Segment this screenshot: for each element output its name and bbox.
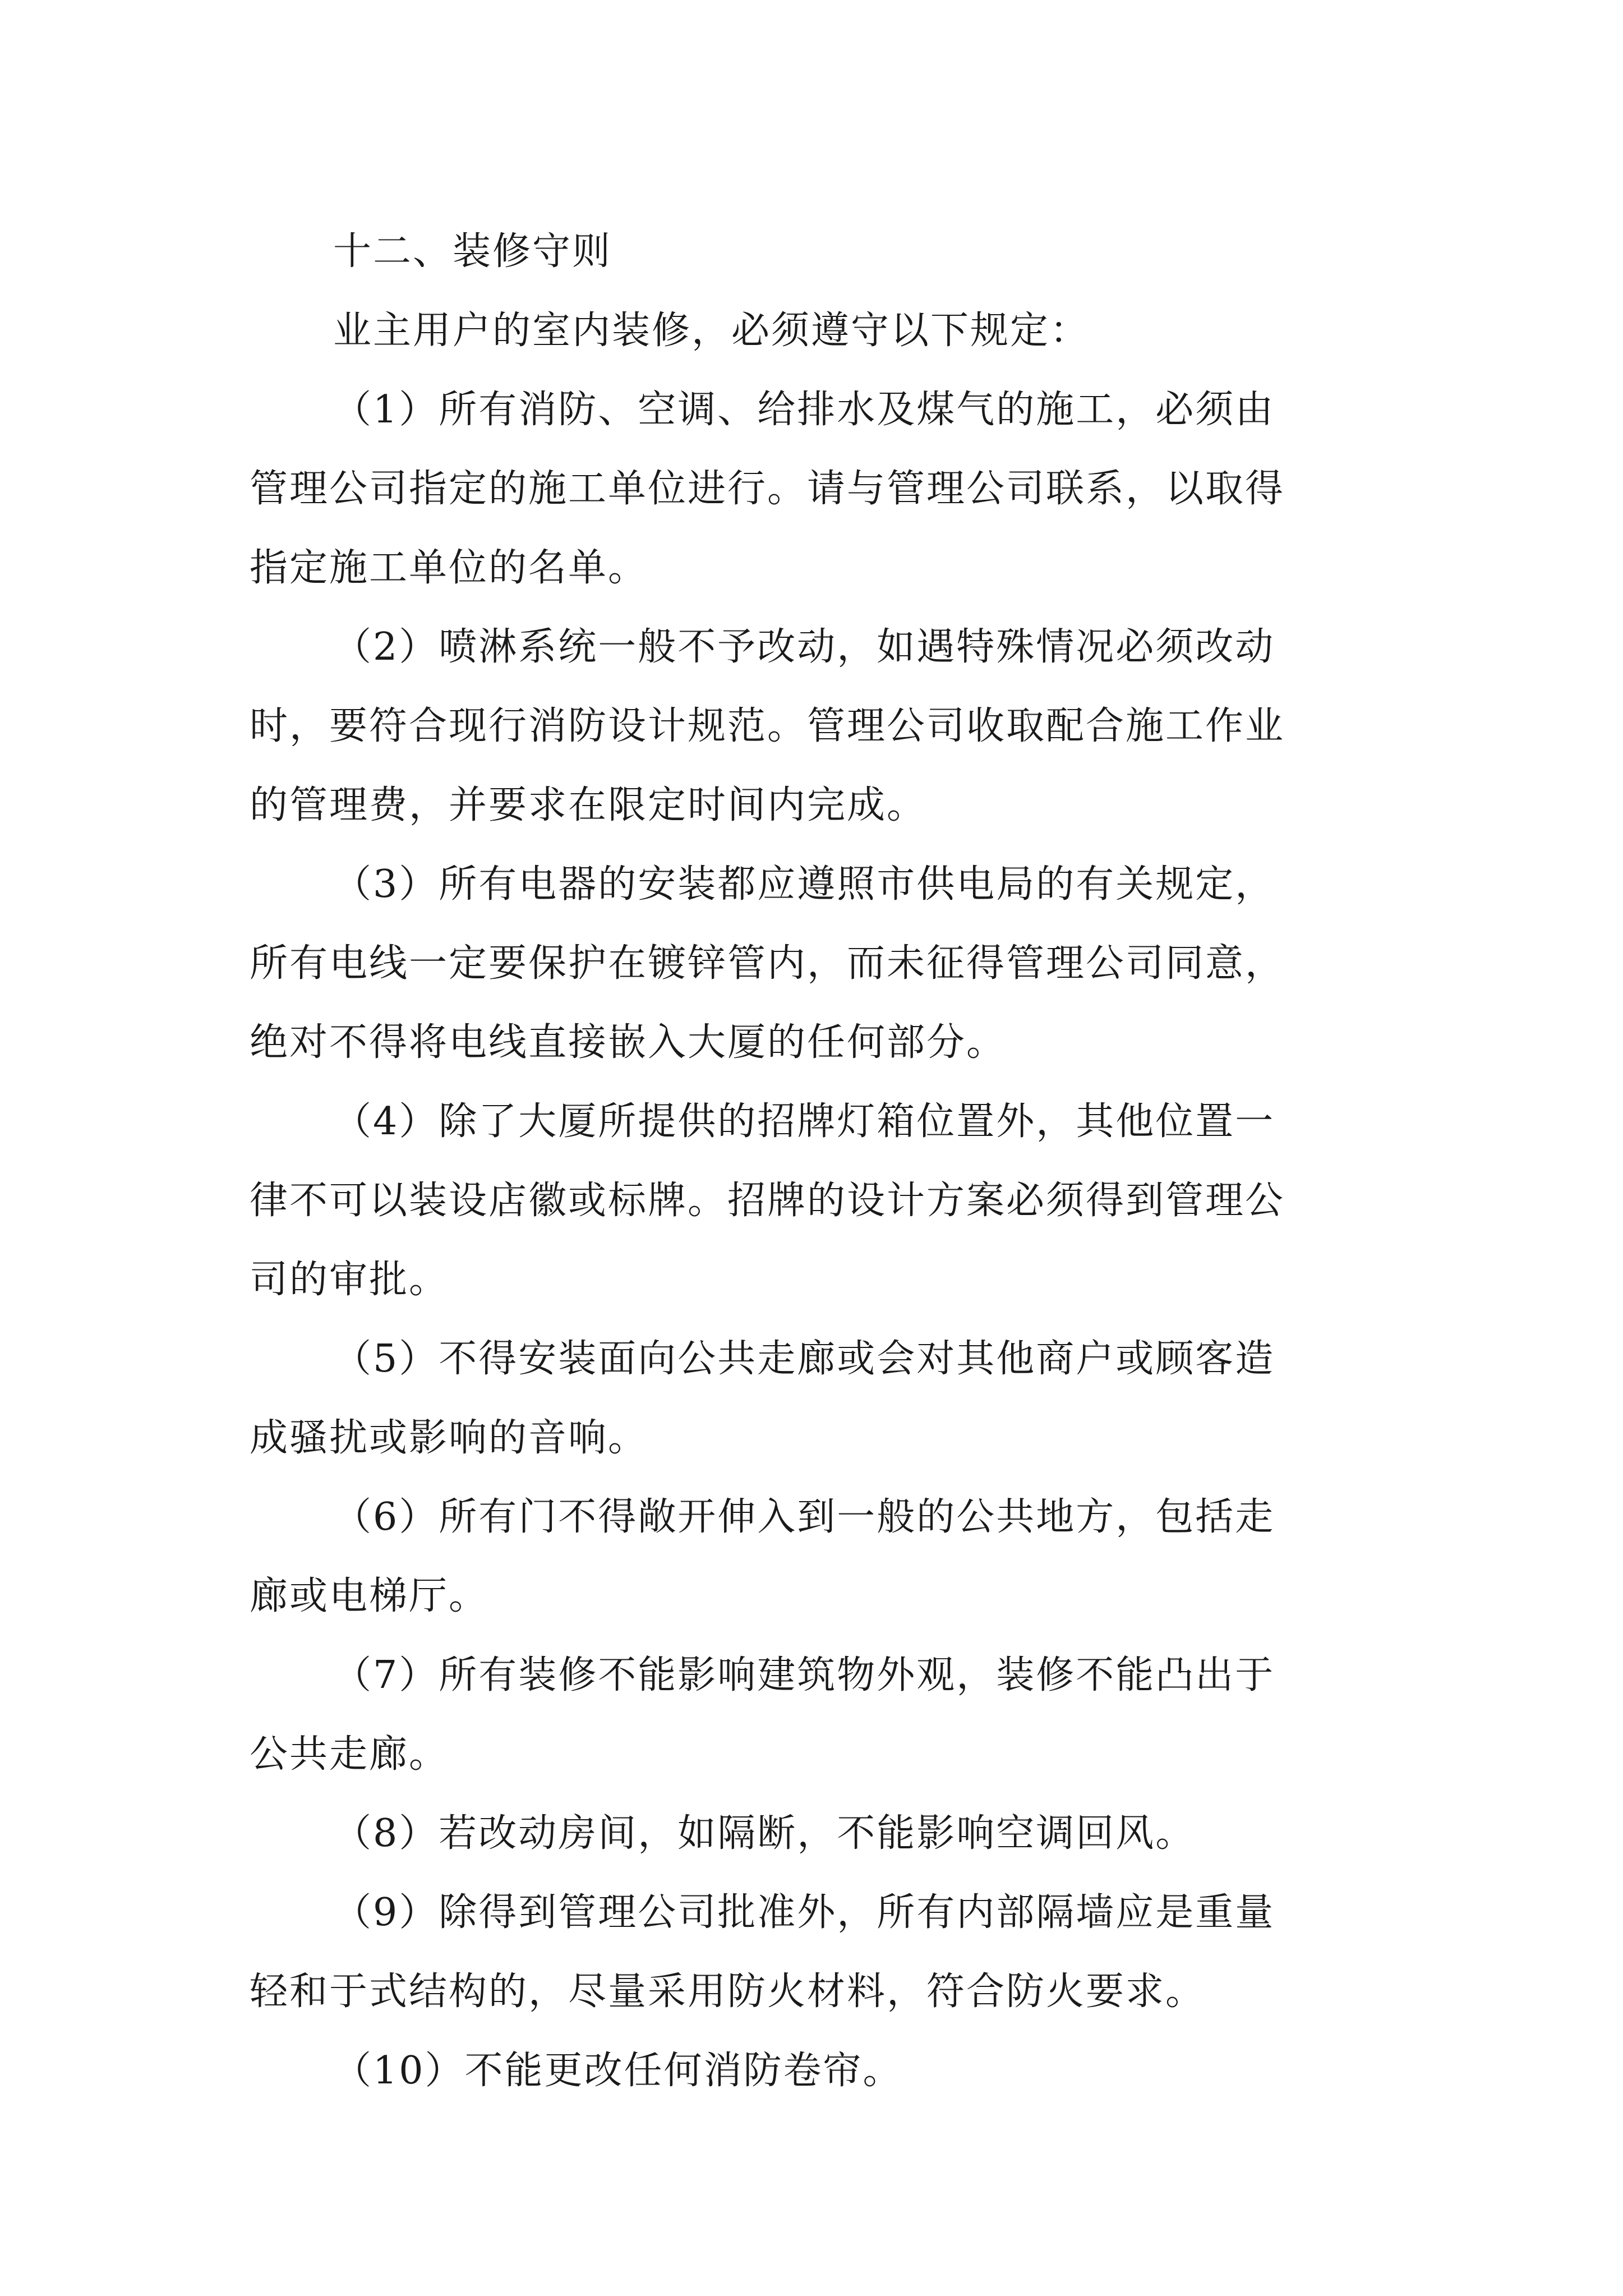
rule-line: 公共走廊。 (250, 1732, 449, 1777)
rule-line: （5）不得安装面向公共走廊或会对其他商户或顾客造 (333, 1337, 1275, 1381)
rule-line: （6）所有门不得敞开伸入到一般的公共地方，包括走 (333, 1495, 1275, 1539)
rule-line: 司的审批。 (250, 1258, 449, 1302)
rule-line: 所有电线一定要保护在镀锌管内，而未征得管理公司同意， (250, 941, 1285, 986)
rule-4 (250, 1082, 1405, 1319)
rule-line: 时，要符合现行消防设计规范。管理公司收取配合施工作业 (250, 704, 1285, 748)
rule-8 (250, 1794, 1405, 1873)
rule-line: （7）所有装修不能影响建筑物外观，装修不能凸出于 (333, 1653, 1275, 1697)
rule-line: （3）所有电器的安装都应遵照市供电局的有关规定， (333, 862, 1275, 907)
rule-line: 律不可以装设店徽或标牌。招牌的设计方案必须得到管理公 (250, 1179, 1285, 1223)
rule-2 (250, 608, 1405, 845)
document-body (250, 212, 1405, 2110)
rule-10 (250, 2031, 1405, 2110)
rule-line: 成骚扰或影响的音响。 (250, 1416, 648, 1460)
rule-line: 绝对不得将电线直接嵌入大厦的任何部分。 (250, 1020, 1007, 1065)
rule-line: 指定施工单位的名单。 (250, 546, 648, 590)
rule-line: （10）不能更改任何消防卷帘。 (333, 2049, 903, 2093)
rule-line: （9）除得到管理公司批准外，所有内部隔墙应是重量 (333, 1890, 1275, 1935)
rule-line: 管理公司指定的施工单位进行。请与管理公司联系，以取得 (250, 467, 1285, 511)
rule-5 (250, 1319, 1405, 1478)
rule-1 (250, 370, 1405, 608)
rule-7 (250, 1636, 1405, 1794)
intro-paragraph: 业主用户的室内装修，必须遵守以下规定： (333, 309, 1090, 353)
rule-line: （1）所有消防、空调、给排水及煤气的施工，必须由 (333, 388, 1275, 432)
rule-line: 廊或电梯厅。 (250, 1574, 489, 1618)
rule-3 (250, 845, 1405, 1082)
rule-line: （8）若改动房间，如隔断，不能影响空调回风。 (333, 1811, 1196, 1856)
section-title: 十二、装修守则 (333, 229, 612, 274)
rule-line: 的管理费，并要求在限定时间内完成。 (250, 783, 927, 827)
rule-6 (250, 1478, 1405, 1636)
rule-line: 轻和于式结构的，尽量采用防火材料，符合防火要求。 (250, 1970, 1206, 2014)
rule-9 (250, 1873, 1405, 2031)
rule-line: （4）除了大厦所提供的招牌灯箱位置外，其他位置一 (333, 1099, 1275, 1144)
rule-line: （2）喷淋系统一般不予改动，如遇特殊情况必须改动 (333, 625, 1275, 669)
